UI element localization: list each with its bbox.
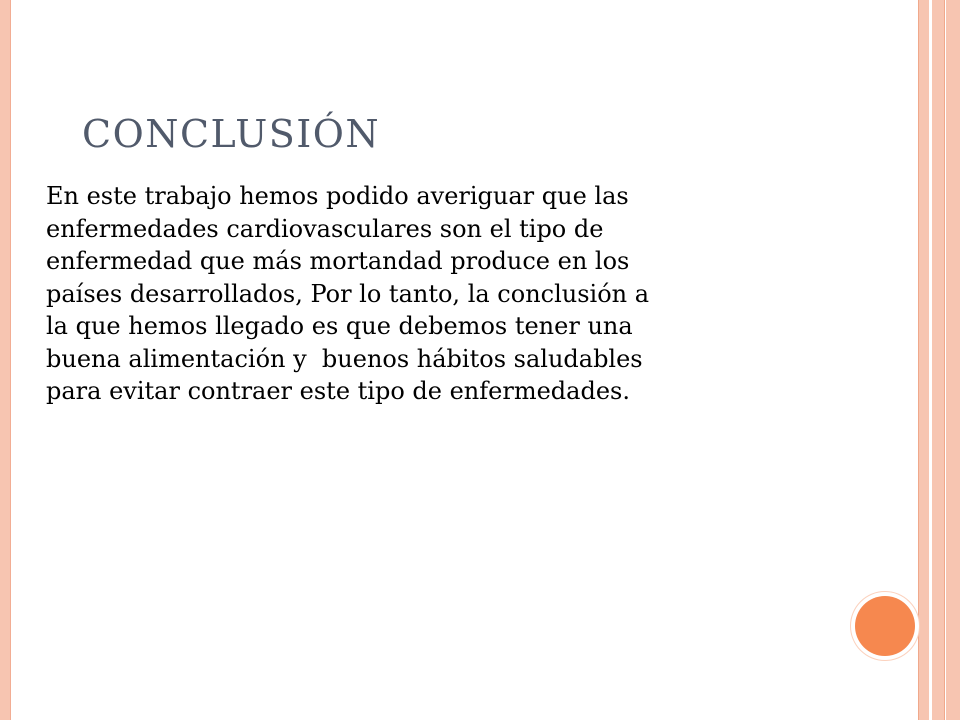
right-decorative-stripe: [946, 0, 960, 720]
right-decorative-stripe: [918, 0, 929, 720]
left-decorative-rule: [0, 0, 11, 720]
body-line: para evitar contraer este tipo de enfermedades.: [46, 377, 630, 405]
body-line: En este trabajo hemos podido averiguar que las: [46, 182, 629, 210]
body-line: enfermedades cardiovasculares son el tipo de: [46, 214, 604, 243]
right-stripe-edge: [918, 0, 919, 720]
slide-title: CONCLUSIÓN: [82, 112, 381, 156]
body-line: la que hemos llegado es que debemos tener una: [46, 312, 633, 340]
accent-circle-icon: [855, 596, 915, 656]
body-line: enfermedad que más mortandad produce en los: [46, 247, 630, 275]
slide-body-text: [46, 180, 791, 408]
body-line: países desarrollados, Por lo tanto, la conclusión a: [46, 279, 650, 308]
body-line: buena alimentación y buenos hábitos saludables: [46, 344, 643, 373]
right-decorative-stripe: [932, 0, 944, 720]
right-stripe-edge: [944, 0, 945, 720]
